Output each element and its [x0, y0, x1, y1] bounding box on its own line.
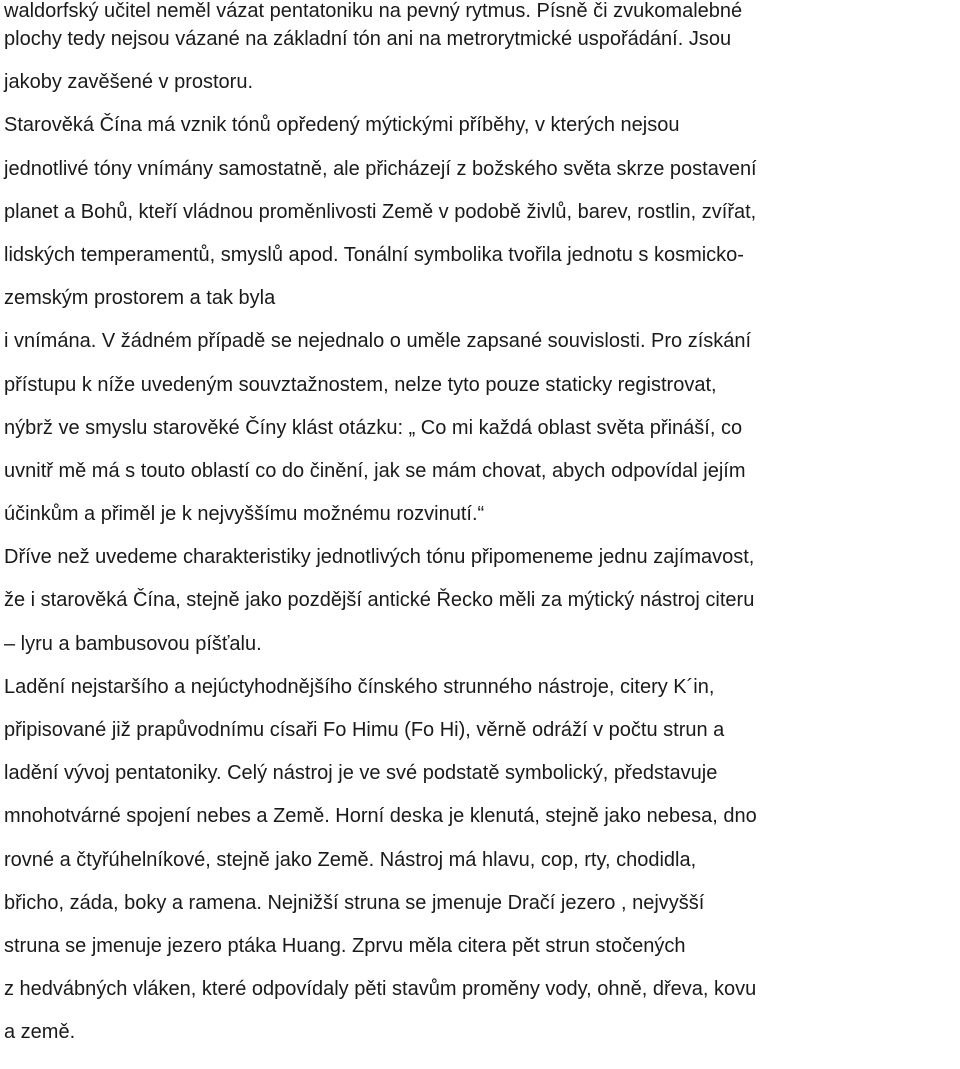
- text-line: plochy tedy nejsou vázané na základní tón ani na metrorytmické uspořádání. Jsou: [4, 28, 732, 50]
- text-line: mnohotvárné spojení nebes a Země. Horní deska je klenutá, stejně jako nebesa, dno: [4, 805, 757, 828]
- document-page: [4, 0, 960, 1063]
- text-line: účinkům a přiměl je k nejvyššímu možnému rozvinutí.“: [4, 503, 485, 526]
- text-line: Starověká Čína má vznik tónů opředený mýtickými příběhy, v kterých nejsou: [4, 114, 680, 137]
- text-line: Dříve než uvedeme charakteristiky jednotlivých tónu připomeneme jednu zajímavost,: [4, 546, 755, 569]
- text-line: struna se jmenuje jezero ptáka Huang. Zprvu měla citera pět strun stočených: [4, 934, 686, 957]
- text-line: waldorfský učitel neměl vázat pentatoniku na pevný rytmus. Písně či zvukomalebné: [4, 0, 743, 22]
- text-line: planet a Bohů, kteří vládnou proměnlivosti Země v podobě živlů, barev, rostlin, zvířat,: [4, 200, 757, 223]
- text-line: připisované již prapůvodnímu císaři Fo Himu (Fo Hi), věrně odráží v počtu strun a: [4, 719, 725, 741]
- text-line: a země.: [4, 1021, 76, 1044]
- text-line: jakoby zavěšené v prostoru.: [4, 71, 254, 94]
- text-line: lidských temperamentů, smyslů apod. Tonální symbolika tvořila jednotu s kosmicko-: [4, 243, 744, 266]
- text-line: uvnitř mě má s touto oblastí co do činění, jak se mám chovat, abych odpovídal jejím: [4, 459, 746, 482]
- text-line: zemským prostorem a tak byla: [4, 287, 276, 310]
- text-line: i vnímána. V žádném případě se nejednalo o uměle zapsané souvislosti. Pro získání: [4, 330, 752, 353]
- text-line: nýbrž ve smyslu starověké Číny klást otázku: „ Co mi každá oblast světa přináší, co: [4, 416, 743, 439]
- text-line: že i starověká Čína, stejně jako pozdější antické Řecko měli za mýtický nástroj citeru: [4, 589, 755, 612]
- text-line: břicho, záda, boky a ramena. Nejnižší struna se jmenuje Dračí jezero , nejvyšší: [4, 891, 705, 914]
- text-line: ladění vývoj pentatoniky. Celý nástroj je ve své podstatě symbolický, představuje: [4, 762, 718, 785]
- text-line: přístupu k níže uvedeným souvztažnostem, nelze tyto pouze staticky registrovat,: [4, 373, 717, 396]
- text-line: rovné a čtyřúhelníkové, stejně jako Země. Nástroj má hlavu, cop, rty, chodidla,: [4, 848, 697, 871]
- text-line: – lyru a bambusovou píšťalu.: [4, 632, 262, 655]
- text-line: z hedvábných vláken, které odpovídaly pěti stavům proměny vody, ohně, dřeva, kovu: [4, 978, 757, 1001]
- text-line: jednotlivé tóny vnímány samostatně, ale přicházejí z božského světa skrze postavení: [4, 157, 757, 180]
- text-line: Ladění nejstaršího a nejúctyhodnějšího čínského strunného nástroje, citery K´in,: [4, 675, 715, 698]
